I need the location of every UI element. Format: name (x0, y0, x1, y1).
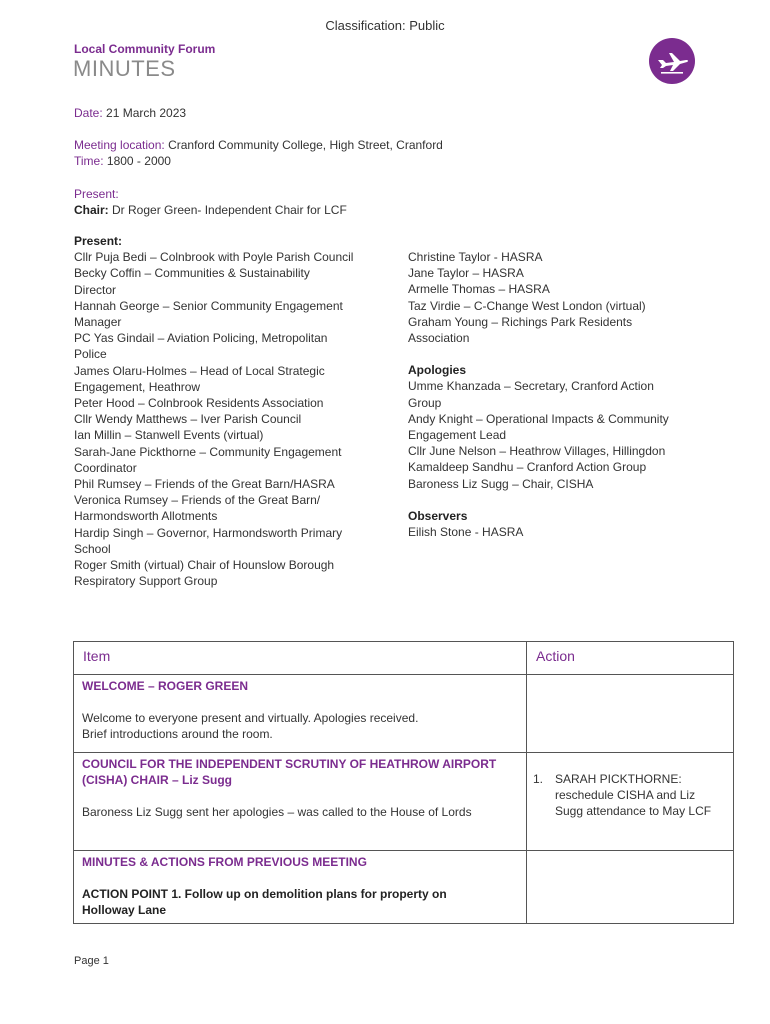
list-item: Kamaldeep Sandhu – Cranford Action Group (408, 460, 647, 475)
action-line: SARAH PICKTHORNE: (555, 772, 682, 786)
list-item: Hardip Singh – Governor, Harmondsworth Primary (74, 525, 343, 540)
list-item: Respiratory Support Group (74, 574, 218, 589)
list-item: Cllr Puja Bedi – Colnbrook with Poyle Parish Council (74, 250, 354, 265)
present-label-text: Present: (74, 187, 119, 201)
list-item: Peter Hood – Colnbrook Residents Association (74, 396, 324, 411)
item-header-text: Item (83, 648, 111, 664)
present-list (74, 233, 374, 589)
meeting-location (74, 137, 443, 153)
table-row (74, 851, 734, 924)
minutes-table (73, 641, 734, 924)
time-label: Time: (74, 154, 104, 168)
list-item: Group (408, 395, 442, 410)
action-point-line: ACTION POINT 1. Follow up on demolition plans for property on (82, 887, 447, 901)
heathrow-logo (649, 38, 695, 84)
list-item: Armelle Thomas – HASRA (408, 282, 550, 297)
list-item: Umme Khanzada – Secretary, Cranford Action (408, 379, 654, 394)
list-item: Association (408, 331, 470, 346)
item-heading: MINUTES & ACTIONS FROM PREVIOUS MEETING (82, 855, 367, 869)
date-value: 21 March 2023 (106, 106, 187, 120)
list-item: Taz Virdie – C-Change West London (virtual) (408, 298, 646, 313)
right-column (408, 249, 708, 540)
item-cell (74, 675, 527, 753)
airplane-icon (649, 38, 695, 84)
location-value: Cranford Community College, High Street, Cranford (168, 138, 443, 152)
chair-line (74, 202, 347, 218)
list-item: Engagement, Heathrow (74, 379, 201, 394)
action-cell (527, 675, 734, 753)
list-item: Jane Taylor – HASRA (408, 266, 524, 281)
item-heading: COUNCIL FOR THE INDEPENDENT SCRUTINY OF HEATHROW AIRPORT (82, 757, 497, 771)
item-body-line: Welcome to everyone present and virtually. Apologies received. (82, 711, 419, 725)
table-row (74, 675, 734, 753)
chair-value: Dr Roger Green- Independent Chair for LCF (112, 203, 347, 217)
list-item: Manager (74, 315, 122, 330)
list-item: Ian Millin – Stanwell Events (virtual) (74, 428, 264, 443)
observers-heading: Observers (408, 508, 468, 523)
list-item: Christine Taylor - HASRA (408, 250, 543, 264)
item-heading: WELCOME – ROGER GREEN (82, 679, 249, 693)
time-value: 1800 - 2000 (106, 154, 171, 168)
column-header-action (527, 642, 734, 675)
action-line: Sugg attendance to May LCF (555, 804, 712, 818)
list-item: Engagement Lead (408, 428, 507, 443)
action-line: reschedule CISHA and Liz (555, 788, 696, 802)
list-item: Becky Coffin – Communities & Sustainability (74, 266, 310, 281)
list-item: Coordinator (74, 460, 137, 475)
present-label (74, 186, 119, 202)
list-item: Eilish Stone - HASRA (408, 525, 524, 540)
list-item: Police (74, 347, 107, 362)
classification-label: Classification: Public (325, 18, 445, 33)
page-number: Page 1 (74, 955, 109, 967)
list-item: Andy Knight – Operational Impacts & Community (408, 411, 669, 426)
list-item: Harmondsworth Allotments (74, 509, 218, 524)
action-number: 1. (533, 772, 544, 786)
table-row (74, 753, 734, 851)
meeting-date (74, 105, 186, 121)
apologies-heading: Apologies (408, 363, 467, 378)
list-item: Cllr June Nelson – Heathrow Villages, Hillingdon (408, 444, 666, 459)
date-label: Date: (74, 106, 103, 120)
item-cell (74, 851, 527, 924)
column-header-item (74, 642, 527, 675)
list-item: Graham Young – Richings Park Residents (408, 314, 633, 329)
action-cell (527, 753, 734, 851)
list-item: Roger Smith (virtual) Chair of Hounslow Borough (74, 558, 335, 573)
chair-label: Chair: (74, 203, 109, 217)
forum-title: Local Community Forum (74, 42, 216, 56)
list-item: Sarah-Jane Pickthorne – Community Engagement (74, 444, 342, 459)
action-header-text: Action (536, 648, 575, 664)
item-cell (74, 753, 527, 851)
list-item: Cllr Wendy Matthews – Iver Parish Council (74, 412, 302, 427)
list-item: Phil Rumsey – Friends of the Great Barn/HASRA (74, 477, 335, 492)
meeting-time (74, 153, 171, 169)
list-item: James Olaru-Holmes – Head of Local Strategic (74, 363, 325, 378)
list-item: Veronica Rumsey – Friends of the Great Barn/ (74, 493, 321, 508)
list-item: Baroness Liz Sugg – Chair, CISHA (408, 476, 594, 491)
list-item: School (74, 541, 111, 556)
item-heading: (CISHA) CHAIR – Liz Sugg (82, 773, 232, 787)
table-header-row (74, 642, 734, 675)
document-title: MINUTES (73, 56, 176, 81)
item-body-line: Brief introductions around the room. (82, 727, 273, 741)
present-heading: Present: (74, 234, 123, 248)
list-item: Hannah George – Senior Community Engagement (74, 298, 343, 313)
location-label: Meeting location: (74, 138, 165, 152)
list-item: PC Yas Gindail – Aviation Policing, Metropolitan (74, 331, 328, 346)
item-body-line: Baroness Liz Sugg sent her apologies – was called to the House of Lords (82, 805, 472, 819)
action-point-line: Holloway Lane (82, 903, 167, 917)
list-item: Director (74, 282, 117, 297)
action-cell (527, 851, 734, 924)
